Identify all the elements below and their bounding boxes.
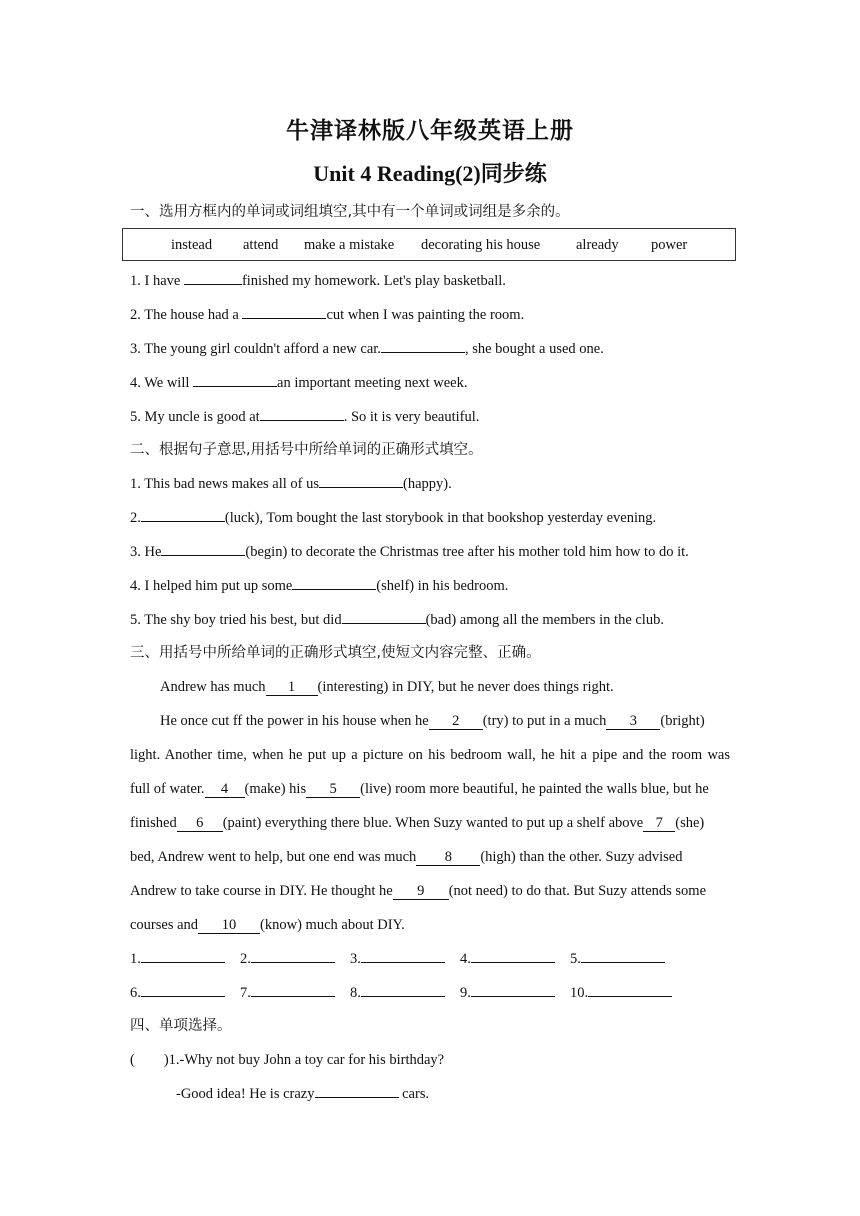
passage-blank-3[interactable]: 3: [606, 714, 660, 730]
answer-blank[interactable]: [251, 962, 335, 963]
answer-slot-9: 9.: [460, 984, 555, 1002]
answer-slot-10: 10.: [570, 984, 672, 1002]
s2-question-5: 5. The shy boy tried his best, but did (bad) among all the members in the club.: [130, 612, 664, 628]
answer-slot-6: 6.: [130, 984, 225, 1002]
s4-question-1: ( )1.-Why not buy John a toy car for his birthday?: [130, 1052, 445, 1068]
answer-blank[interactable]: [141, 962, 225, 963]
section1-heading: 一、选用方框内的单词或词组填空,其中有一个单词或词组是多余的。: [130, 204, 570, 220]
blank[interactable]: [315, 1097, 399, 1098]
answer-slot-1: 1.: [130, 950, 225, 968]
blank[interactable]: [242, 318, 326, 319]
word-box: [122, 228, 736, 261]
blank[interactable]: [184, 284, 242, 285]
answer-blank[interactable]: [141, 996, 225, 997]
s2-question-3: 3. He (begin) to decorate the Christmas tree after his mother told him how to do it.: [130, 544, 689, 560]
passage-line-7: Andrew to take course in DIY. He thought he 9 (not need) to do that. But Suzy attends some: [130, 883, 707, 899]
word-option: attend: [243, 237, 279, 253]
section4-heading: 四、单项选择。: [130, 1018, 232, 1034]
passage-line-2: He once cut ff the power in his house when he 2 (try) to put in a much 3 (bright): [160, 713, 705, 729]
answer-slot-5: 5.: [570, 950, 665, 968]
s1-question-3: 3. The young girl couldn't afford a new car. , she bought a used one.: [130, 341, 604, 357]
s1-question-4: 4. We will an important meeting next week.: [130, 375, 468, 391]
answer-blank[interactable]: [361, 962, 445, 963]
page-subtitle: Unit 4 Reading(2)同步练: [313, 161, 547, 186]
passage-blank-7[interactable]: 7: [643, 816, 675, 832]
answer-slot-7: 7.: [240, 984, 335, 1002]
blank[interactable]: [319, 487, 403, 488]
word-option: already: [576, 237, 619, 253]
passage-line-5: finished 6 (paint) everything there blue. When Suzy wanted to put up a shelf above 7 (she): [130, 815, 705, 831]
s1-question-5: 5. My uncle is good at . So it is very beautiful.: [130, 409, 480, 425]
answer-blank[interactable]: [471, 996, 555, 997]
page-title: 牛津译林版八年级英语上册: [286, 118, 574, 144]
passage-blank-10[interactable]: 10: [198, 918, 260, 934]
passage-blank-6[interactable]: 6: [177, 816, 223, 832]
passage-line-3: light. Another time, when he put up a picture on his bedroom wall, he hit a pipe and the room was: [130, 747, 730, 763]
answer-blank[interactable]: [581, 962, 665, 963]
word-option: power: [651, 237, 688, 253]
blank[interactable]: [161, 555, 245, 556]
s4-question-1-reply: -Good idea! He is crazy cars.: [176, 1086, 430, 1102]
answer-blank[interactable]: [361, 996, 445, 997]
answer-slot-4: 4.: [460, 950, 555, 968]
s1-question-2: 2. The house had a cut when I was painting the room.: [130, 307, 525, 323]
word-option: make a mistake: [304, 237, 395, 253]
section3-heading: 三、用括号中所给单词的正确形式填空,使短文内容完整、正确。: [130, 645, 541, 661]
answer-slot-8: 8.: [350, 984, 445, 1002]
word-option: decorating his house: [421, 237, 541, 253]
s2-question-2: 2. (luck), Tom bought the last storybook in that bookshop yesterday evening.: [130, 510, 657, 526]
word-option: instead: [171, 237, 213, 253]
blank[interactable]: [381, 352, 465, 353]
answer-blank[interactable]: [471, 962, 555, 963]
s2-question-4: 4. I helped him put up some (shelf) in his bedroom.: [130, 578, 509, 594]
passage-line-1: Andrew has much 1 (interesting) in DIY, but he never does things right.: [160, 679, 614, 695]
answer-slot-2: 2.: [240, 950, 335, 968]
s1-question-1: 1. I have finished my homework. Let's play basketball.: [130, 273, 506, 289]
answer-slot-3: 3.: [350, 950, 445, 968]
passage-blank-2[interactable]: 2: [429, 714, 483, 730]
blank[interactable]: [141, 521, 225, 522]
answer-blank[interactable]: [251, 996, 335, 997]
section2-heading: 二、根据句子意思,用括号中所给单词的正确形式填空。: [130, 442, 483, 458]
answer-blank[interactable]: [588, 996, 672, 997]
passage-blank-5[interactable]: 5: [306, 782, 360, 798]
passage-blank-9[interactable]: 9: [393, 884, 449, 900]
passage-line-6: bed, Andrew went to help, but one end was much 8 (high) than the other. Suzy advised: [130, 849, 683, 865]
passage-blank-1[interactable]: 1: [266, 680, 318, 696]
blank[interactable]: [260, 420, 344, 421]
blank[interactable]: [193, 386, 277, 387]
passage-line-8: courses and 10 (know) much about DIY.: [130, 917, 405, 933]
passage-blank-8[interactable]: 8: [416, 850, 480, 866]
blank[interactable]: [292, 589, 376, 590]
passage-blank-4[interactable]: 4: [205, 782, 245, 798]
s2-question-1: 1. This bad news makes all of us (happy).: [130, 476, 452, 492]
passage-line-4: full of water. 4 (make) his 5 (live) room more beautiful, he painted the walls blue, but he: [130, 781, 709, 797]
blank[interactable]: [342, 623, 426, 624]
